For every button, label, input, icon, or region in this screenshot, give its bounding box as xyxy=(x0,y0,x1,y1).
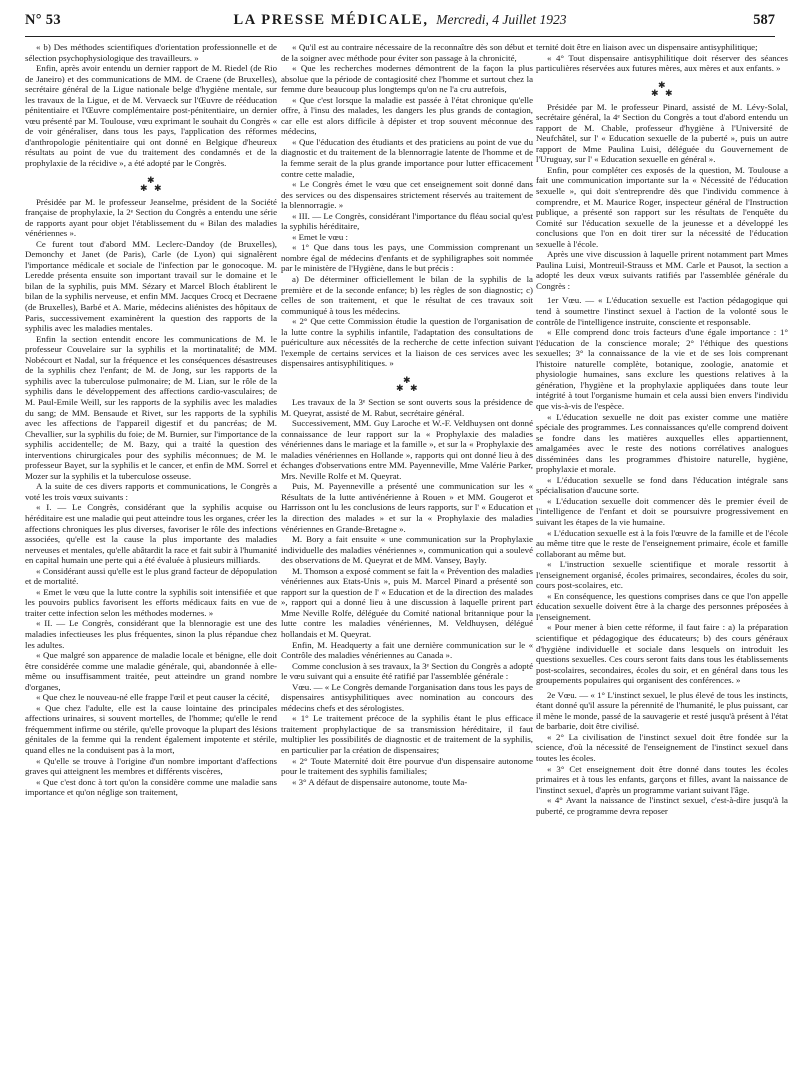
paragraph: Enfin, M. Headquerty a fait une dernière communication sur le « Contrôle des maladies vénériennes au Canada ». xyxy=(281,639,533,661)
paragraph: Présidée par M. le professeur Jeanselme, président de la Société française de prophylaxie, la 2ᵉ Section du Congrès a entendu une série de rapports ayant pour objet l'établissement du « Bilan des maladies vénériennes ». xyxy=(25,196,277,239)
paragraph: « L'éducation sexuelle doit commencer dès le premier éveil de l'intelligence de l'enfant et doit se poursuivre progressivement en suivant les étapes de la vie humaine. xyxy=(536,495,788,527)
paragraph: 1er Vœu. — « L'éducation sexuelle est l'action pédagogique qui tend à soumettre l'instinct sexuel à l'action de la volonté sous le contrôle de l'intelligence instruite, consciente et responsable. xyxy=(536,295,788,327)
paragraph: Les travaux de la 3ᵉ Section se sont ouverts sous la présidence de M. Queyrat, assisté de M. Rabut, secrétaire général. xyxy=(281,396,533,418)
paragraph: « Qu'il est au contraire nécessaire de la reconnaître dès son début et de la soigner avec méthode pour éviter son passage à la chronicité, xyxy=(281,42,533,63)
paragraph: « L'éducation sexuelle se fond dans l'éducation intégrale sans spécialisation d'aucune sorte. xyxy=(536,474,788,496)
paragraph: Comme conclusion à ses travaux, la 3ᵉ Section du Congrès a adopté le vœu suivant qui a ensuite été ratifié par l'assemblée générale : xyxy=(281,660,533,682)
paragraph: Présidée par M. le professeur Pinard, assisté de M. Lévy-Solal, secrétaire général, la 4ᵉ Section du Congrès a tout d'abord entendu un rapport de M. Chable, professeur d'hygiène à l'Université de Neufchâtel, sur l' « Education sexuelle de la puberté », puis un autre rapport de Mme Paulina Luisi, déléguée du Gouvernement de l'Uruguay, sur l' « Education sexuelle en général ». xyxy=(536,101,788,165)
paragraph: Enfin la section entendit encore les communications de M. le professeur Couvelaire sur la syphilis et la mortinatalité; de MM. Nobécourt et Nadal, sur la fréquence et les conséquences désastreuses de la syphilis chez l'enfant; de M. de Jong, sur les rapports de la syphilis avec la tuberculose pulmonaire; de M. Lian, sur le rôle de la syphilis dans le développement des affections cardio-vasculaires; de M. Paul-Emile Weill, sur les rapports de la syphilis avec les maladies du sang; de MM. Bensaude et Rivet, sur les rapports de la syphilis avec les affections de l'appareil digestif et du pancréas; de M. Chevallier, sur la syphilis du foie; de M. Burnier, sur l'importance de la syphilis accidentelle; de M. Bazy, qui a traité la question des interventions chirurgicales pour des syphilis méconnues; de M. le professeur Bayet, sur la syphilis et le cancer, et enfin de MM. Sorrel et Mozer sur la syphilis et la tuberculose osseuse. xyxy=(25,333,277,481)
paragraph: « Elle comprend donc trois facteurs d'une égale importance : 1° l'éducation de la conscience morale; 2° l'éthique des questions sexuelles; 3° la connaissance de la vie et de ses lois comprenant l'histoire naturelle complète, botanique, zoologie, anatomie et physiologie humaines, sans exclure les questions relatives à la génération, l'hygiène et la prophylaxie appliquées dans toute leur intégrité à tout l'organisme humain et cela aussi bien envers l'individu que vis-à-vis de l'espèce. xyxy=(536,327,788,411)
paragraph: « 2° La civilisation de l'instinct sexuel doit être fondée sur la science, d'où la nécessité de l'enseignement de l'instinct sexuel dans toutes les écoles. xyxy=(536,731,788,763)
paragraph: « L'instruction sexuelle scientifique et morale ressortit à l'enseignement organisé, écoles primaires, secondaires, écoles du soir, cours post-scolaires, etc. xyxy=(536,559,788,591)
paragraph: « Emet le vœu : xyxy=(292,231,348,242)
paragraph: « Emet le vœu que la lutte contre la syphilis soit intensifiée et que les pouvoirs publics favorisent les efforts médicaux faits en vue de traiter cette infection selon les méthodes modernes. » xyxy=(25,586,277,618)
paragraph: « Pour mener à bien cette réforme, il faut faire : a) la préparation scientifique et pédagogique des éducateurs; b) des cours généraux d'hygiène individuelle et sociale dans lesquels on introduit les questions sexuelles. Ces cours seront faits dans tous les établissements post-scolaires, secondaires, écoles du soir, et en général dans tous les groupements populaires qui organisent des conférences. » xyxy=(536,622,788,686)
paragraph: « 2° Toute Maternité doit être pourvue d'un dispensaire autonome pour le traitement des syphilis familiales; xyxy=(281,755,533,777)
paragraph: « Considérant aussi qu'elle est le plus grand facteur de dépopulation et de mortalité. xyxy=(25,565,277,587)
paragraph: « En conséquence, les questions comprises dans ce que l'on appelle éducation sexuelle doivent être à la charge des personnes préposées à l'enseignement. xyxy=(536,590,788,622)
paragraph: « Que c'est donc à tort qu'on la considère comme une maladie sans importance et qu'on néglige son traitement, xyxy=(25,776,277,798)
paragraph: « L'éducation sexuelle ne doit pas exister comme une matière spéciale des programmes. Les connaissances qu'elle comprend doivent se fondre dans les matières auxquelles elles appartiennent, amalgamées avec le reste des notions corrélatives analogues disséminées dans les programmes d'histoire naturelle, hygiène, prophylaxie et morale. xyxy=(536,411,788,475)
paragraph: M. Thomson a exposé comment se fait la « Prévention des maladies vénériennes aux Etats-Unis », puis M. Marcel Pinard a présenté son rapport sur la question de l' « Education et de la direction des malades », rapport qui a donné lieu à une discussion à laquelle prirent part Mme Neville Rolfe, déléguée du Comité national britannique pour la lutte contre les maladies vénériennes, M. Veldhuysen, délégué hollandais et M. Queyrat. xyxy=(281,565,533,639)
paragraph: « 4° Tout dispensaire antisyphilitique doit réserver des séances particulières réservées aux futures mères, aux mères et aux enfants. » xyxy=(536,52,788,74)
paragraph-continued: ternité doit être en liaison avec un dispensaire antisyphilitique; xyxy=(536,42,758,52)
issue-number: N° 53 xyxy=(25,12,61,28)
paragraph: « 3° A défaut de dispensaire autonome, toute Ma- xyxy=(292,776,468,787)
paragraph: Enfin, pour compléter ces exposés de la question, M. Toulouse a fait une communication importante sur la « Nécessité de l'éducation sexuelle », qui doit s'entreprendre dès que l'individu commence à comprendre, et M. Maurice Roger, inspecteur général de l'Instruction publique, a présenté son rapport sur les résultats de l'enquête du Comité sur l'éducation sexuelle de la jeunesse et a développé les conclusions que l'on en doit tirer sur la nécessité de l'éducation sexuelle à l'école. xyxy=(536,164,788,249)
paragraph: « Que malgré son apparence de maladie locale et bénigne, elle doit être considérée comme une maladie générale, qui, abandonnée à elle-même ou insuffisamment traitée, peut atteindre un grand nombre d'organes, xyxy=(25,650,277,692)
paragraph: « 1° Que dans tous les pays, une Commission comprenant un nombre égal de médecins d'enfants et de syphiligraphes soit nommée par le ministère de l'Hygiène, dans le but précis : xyxy=(281,242,533,274)
paragraph: « Qu'elle se trouve à l'origine d'un nombre important d'affections graves qui atteignent les membres et différents viscères, xyxy=(25,755,277,777)
section-separator-asterism: ✱ ✱ ✱ xyxy=(651,79,673,98)
page-header xyxy=(25,10,775,37)
running-title xyxy=(25,12,775,29)
section-separator-asterism: ✱ ✱ ✱ xyxy=(396,374,418,393)
paragraph: « III. — Le Congrès, considérant l'importance du fléau social qu'est la syphilis héréditaire, xyxy=(281,210,533,232)
paragraph: « Que l'éducation des étudiants et des praticiens au point de vue du diagnostic et du traitement de la blennorragie latente de l'homme et de la femme serait de la plus grande importance pour lutter efficacement contre cette maladie, xyxy=(281,136,533,179)
paragraph: « 4° Avant la naissance de l'instinct sexuel, c'est-à-dire jusqu'à la puberté, ce programme devra reposer xyxy=(536,795,788,816)
paragraph: a) De déterminer officiellement le bilan de la syphilis de la première et de la seconde enfance; b) les règles de son diagnostic; c) celles de son traitement, et que le résultat de ces travaux soit communiqué à tous les médecins. xyxy=(281,274,533,316)
paragraph: « II. — Le Congrès, considérant que la blennoragie est une des maladies infectieuses les plus fréquentes, sinon la plus répandue chez les adultes. xyxy=(25,618,277,650)
paragraph: Après une vive discussion à laquelle prirent notamment part Mmes Paulina Luisi, Montreuil-Strauss et MM. Carle et Pausot, la section a adopté les deux vœux suivants ratifiés par l'assemblée générale du Congrès : xyxy=(536,249,788,291)
section-separator-asterism: ✱ ✱ ✱ xyxy=(140,174,162,193)
text-column-1 xyxy=(25,42,277,1072)
issue-date: Mercredi, 4 Juillet 1923 xyxy=(436,12,567,27)
paragraph: Ce furent tout d'abord MM. Leclerc-Dandoy (de Bruxelles), Demonchy et Janet (de Paris), Carle (de Lyon) qui signalèrent l'importance médicale et sociale de l'infection par le gonocoque. M. Leredde présenta ensuite son important travail sur le domaine et le bilan de la syphilis, puis MM. Sézary et Marcel Bloch établirent le bilan de la syphilis nerveuse, et enfin MM. Jacques Crocq et Decraene (de Bruxelles), Barbé et A. Marie, médecins aliénistes des hôpitaux de Paris, successivement examinèrent la question des rapports de la syphilis avec les maladies mentales. xyxy=(25,238,277,334)
paragraph: Puis, M. Payenneville a présenté une communication sur les « Résultats de la lutte antivénérienne à Rouen » et MM. Gougerot et Harrisson ont lu les conclusions de leurs rapports, sur l' « Education et la direction des malades » et sur la « Prophylaxie des maladies vénériennes en Grande-Bretagne ». xyxy=(281,481,533,534)
paragraph: « Que les recherches modernes démontrent de la façon la plus absolue que la période de contagiosité chez l'homme et surtout chez la femme dure beaucoup plus longtemps qu'on ne l'a cru autrefois, xyxy=(281,63,533,95)
paragraph: « Que chez le nouveau-né elle frappe l'œil et peut causer la cécité, xyxy=(36,692,270,703)
paragraph: « 2° Que cette Commission étudie la question de l'organisation de la lutte contre la syphilis infantile, l'adaptation des consultations de puériculture aux nécessités de la recherche de cette infection suivant l'exemple de certains services et la liaison de ces services avec les dispensaires antisyphilitiques. » xyxy=(281,316,533,369)
paragraph: 2e Vœu. — « 1° L'instinct sexuel, le plus élevé de tous les instincts, étant donné qu'il assure la pérennité de l'humanité, le plus puissant, car il mène le monde, passé de la sauvagerie et resté jusqu'à présent à l'état de barbarie, doit être civilisé. xyxy=(536,689,788,732)
text-column-3 xyxy=(536,42,788,1072)
paragraph: « L'éducation sexuelle est à la fois l'œuvre de la famille et de l'école au même titre que le reste de l'enseignement primaire, école et famille collaborant au même but. xyxy=(536,527,788,559)
page-number: 587 xyxy=(753,12,775,28)
paragraph: « I. — Le Congrès, considérant que la syphilis acquise ou héréditaire est une maladie qui peut atteindre tous les organes, créer les affections chroniques les plus diverses, favoriser le rôle des infections associées, qu'elle est la cause la plus importante des maladies nerveuses et mentales, qu'elle abâtardit la race et fait subir à l'humanité en capital humain une perte qui a été évaluée à plusieurs milliards. xyxy=(25,502,277,566)
journal-name: LA PRESSE MÉDICALE, xyxy=(233,12,429,28)
paragraph: M. Bory a fait ensuite « une communication sur la Prophylaxie individuelle des maladies vénériennes », communication qui a soulevé des observations de M. Queyrat et de MM. Vansey, Bayly. xyxy=(281,534,533,566)
paragraph: « Que chez l'adulte, elle est la cause lointaine des principales affections urinaires, si souvent mortelles, de l'homme; qu'elle le rend fréquemment infirme ou stérile, qu'elle provoque la plupart des lésions génitales de la femme qui la rendent également impotente et stérile, quand elles ne la conduisent pas à la mort, xyxy=(25,702,277,755)
paragraph: « Que c'est lorsque la maladie est passée à l'état chronique qu'elle offre, à l'insu des malades, les dangers les plus grands de contagion, car elle est alors difficile à dépister et trop souvent méconnue des médecins, xyxy=(281,94,533,137)
paragraph: « b) Des méthodes scientifiques d'orientation professionnelle et de sélection psychophysiologique des travailleurs. » xyxy=(25,42,277,63)
paragraph: « 3° Cet enseignement doit être donné dans toutes les écoles primaires et à tous les enfants, garçons et filles, avant la naissance de l'instinct sexuel, d'après un programme variant suivant l'âge. xyxy=(536,763,788,795)
paragraph: « Le Congrès émet le vœu que cet enseignement soit donné dans des services ou des dispensaires strictement réservés au traitement de la blennorragie. » xyxy=(281,179,533,211)
paragraph: « 1° Le traitement précoce de la syphilis étant le plus efficace traitement prophylactique de sa transmission héréditaire, il faut multiplier les possibilités de diagnostic et de traitement de la syphilis, en particulier par la création de dispensaires; xyxy=(281,713,533,755)
paragraph: Enfin, après avoir entendu un dernier rapport de M. Riedel (de Rio de Janeiro) et des communications de MM. de Craene (de Bruxelles), secrétaire général de la Ligue nationale belge d'hygiène mentale, sur les travaux de la Ligue, et de M. Vervaeck sur l'Œuvre de rééducation pénitentiaire et l'Œuvre complémentaire post-pénitentiaire, un dernier vœu présenté par M. Toulouse, vœu exprimant le souhait du Congrès « de voir généraliser, dans tous les pays, l'application des réformes d'anthropologie pénitentiaire qui ont donné en Belgique d'heureux résultats au point de vue du traitement des condamnés et de la prophylaxie de la récidive », a été adopté par le Congrès. xyxy=(25,63,277,169)
paragraph: Vœu. — « Le Congrès demande l'organisation dans tous les pays de dispensaires antisyphilitiques avec nomination au concours des médecins chefs et des sérologistes. xyxy=(281,681,533,713)
paragraph: A la suite de ces divers rapports et communications, le Congrès a voté les trois vœux suivants : xyxy=(25,481,277,502)
text-column-2 xyxy=(281,42,533,1072)
paragraph: Successivement, MM. Guy Laroche et W.-F. Veldhuysen ont donné connaissance de leur rapport sur la « Prophylaxie des maladies vénériennes dans le mariage et la famille », et sur la « Prophylaxie des maladies vénériennes en Hollande », rapports qui ont donné lieu à des échanges d'observations entre MM. Payenneville, Mme Valérie Parker, Mrs. Neville Rolfe et M. Queyrat. xyxy=(281,418,533,481)
